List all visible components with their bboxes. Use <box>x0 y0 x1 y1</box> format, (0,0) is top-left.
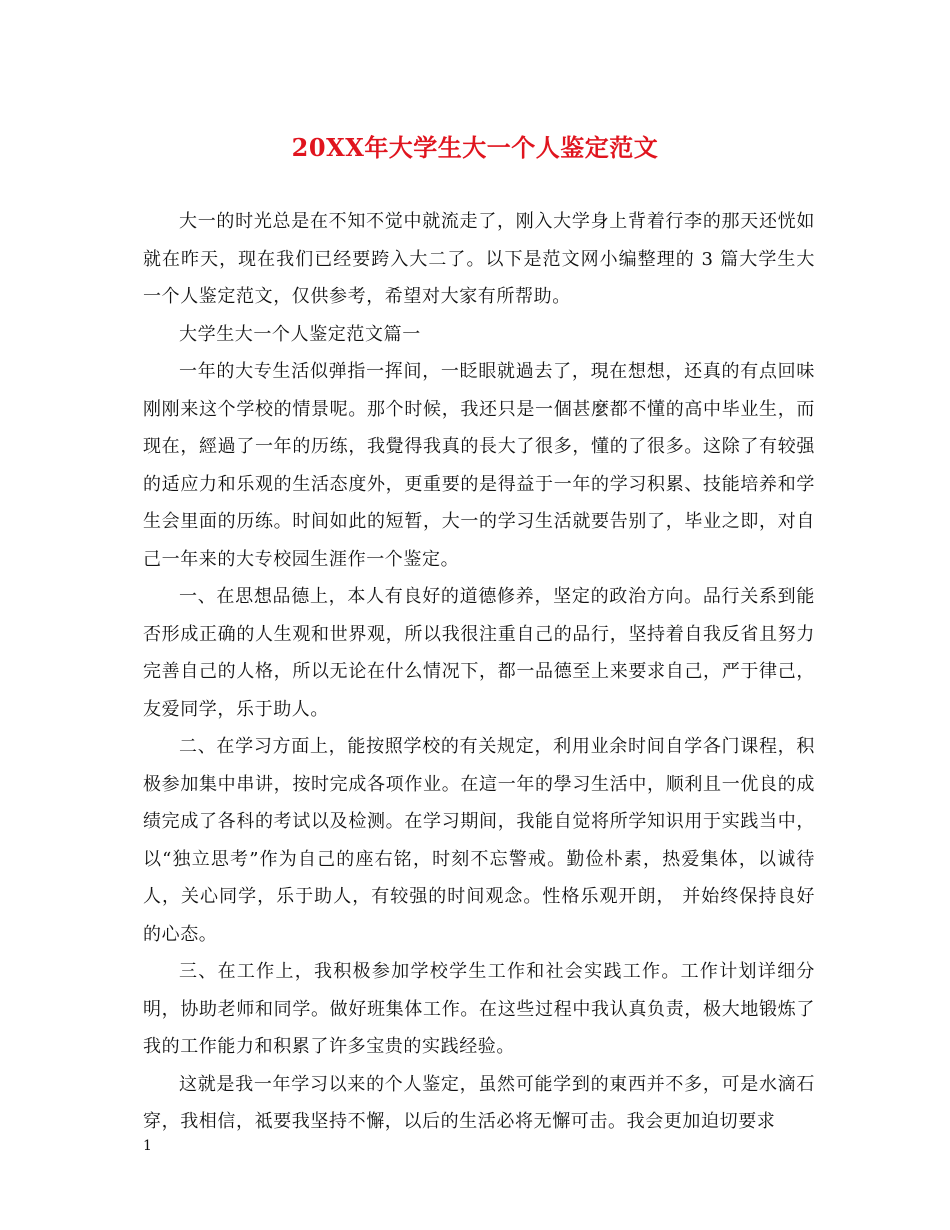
body-paragraph-4: 三、在工作上，我积极参加学校学生工作和社会实践工作。工作计划详细分明，协助老师和同学。做好班集体工作。在这些过程中我认真负责，极大地锻炼了我的工作能力和积累了许多宝贵的实践经验。 <box>143 961 815 1057</box>
section-heading: 大学生大一个人鉴定范文篇一 <box>179 323 421 345</box>
document-body <box>143 203 815 1141</box>
page-number: 1 <box>143 1138 152 1154</box>
body-paragraph-5: 这就是我一年学习以来的个人鉴定，虽然可能学到的東西并不多，可是水滴石穿，我相信，祗要我坚持不懈，以后的生活必将无懈可击。我会更加迫切要求 <box>143 1073 815 1132</box>
intro-paragraph: 大一的时光总是在不知不觉中就流走了，刚入大学身上背着行李的那天还恍如就在昨天，现在我们已经要跨入大二了。以下是范文网小编整理的 3 篇大学生大一个人鉴定范文，仅供参考，希望对大家有所帮助。 <box>143 211 815 307</box>
body-paragraph-2: 一、在思想品德上，本人有良好的道德修养，坚定的政治方向。品行关系到能否形成正确的人生观和世界观，所以我很注重自己的品行，坚持着自我反省且努力完善自己的人格，所以无论在什么情况下，都一品德至上来要求自己，严于律己，友爱同学，乐于助人。 <box>143 586 815 720</box>
document-title: 20XX年大学生大一个人鉴定范文 <box>291 133 659 162</box>
body-paragraph-1: 一年的大专生活似弹指一挥间，一眨眼就過去了，現在想想，还真的有点回味刚刚来这个学校的情景呢。那个时候，我还只是一個甚麼都不懂的高中毕业生，而现在，經過了一年的历练，我覺得我真的長大了很多，懂的了很多。这除了有较强的适应力和乐观的生活态度外，更重要的是得益于一年的学习积累、技能培养和学生会里面的历练。时间如此的短暂，大一的学习生活就要告别了，毕业之即，对自己一年来的大专校园生涯作一个鉴定。 <box>143 361 815 570</box>
body-paragraph-3: 二、在学习方面上，能按照学校的有关规定，利用业余时间自学各门课程，积极参加集中串讲，按时完成各项作业。在這一年的學习生活中，顺利且一优良的成绩完成了各科的考试以及检测。在学习期间，我能自觉将所学知识用于实践当中，以“独立思考”作为自己的座右铭，时刻不忘警戒。勤俭朴素，热爱集体，以诚待人，关心同学，乐于助人，有较强的时间观念。性格乐观开朗， 并始终保持良好的心态。 <box>143 736 815 945</box>
